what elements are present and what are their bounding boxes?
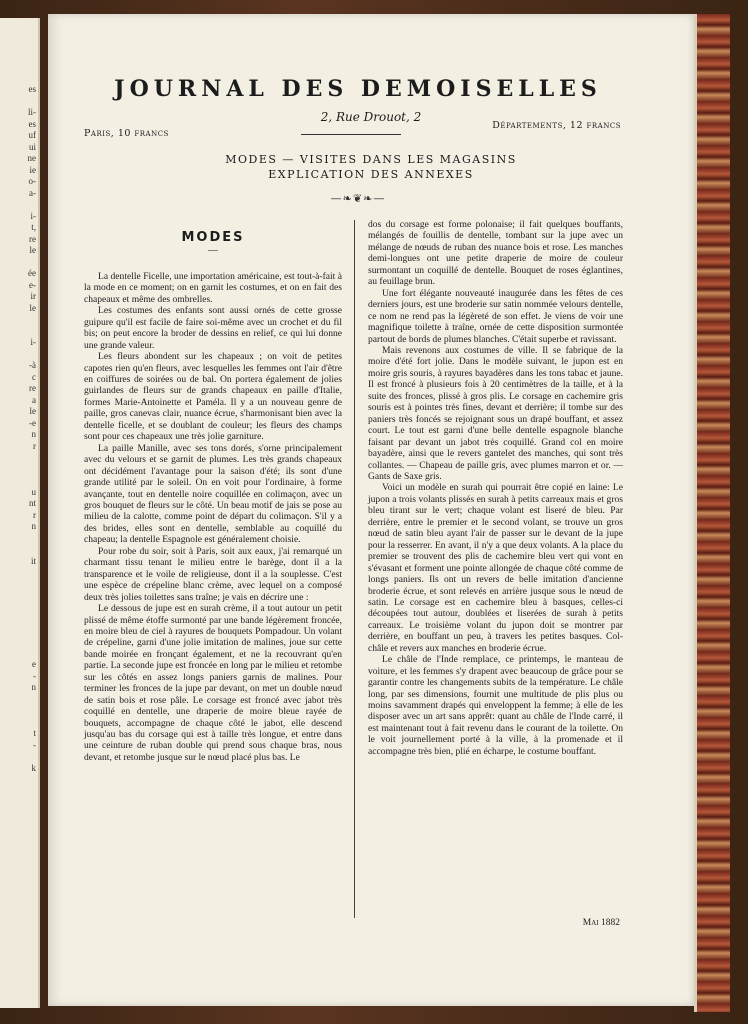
address: 2, Rue Drouot, 2 <box>320 110 422 124</box>
spine-fragment: k <box>31 762 36 773</box>
paragraph: La paille Manille, avec ses tons dorés, s'orne principalement avec du velours et se garnit de plumes. Les très grands chapeaux ont décidément l'avantage pour la saison d'été; ils sont d'une grande utilité par le soleil. On en voit pour l'ordinaire, à forme avançante, tout en dentelle noire coquillée en colimaçon, avec un gros bouquet de fleurs sur le côté. Un beau motif de jais se pose au milieu de la calotte, comme point de départ du colimaçon. S'il y a des brides, elles sont en dentelle, semblable au coquillé du chapeau; la dentelle Espagnole est généralement choisie. <box>84 442 342 546</box>
spine-fragment: t <box>33 728 36 738</box>
spine-fragment <box>0 464 38 476</box>
spine-fragment: -e <box>29 417 36 428</box>
spine-fragment: - <box>33 739 36 750</box>
spine-fragment: n <box>31 521 36 531</box>
spine-fragment: ui <box>28 141 36 152</box>
spine-fragment <box>0 579 38 591</box>
spine-fragment: nt <box>28 498 36 508</box>
spine-fragment: li- <box>28 107 36 117</box>
spine-fragment: e <box>32 659 36 669</box>
journal-page <box>48 14 694 1006</box>
paragraph: Pour robe du soir, soit à Paris, soit aux eaux, j'ai remarqué un charmant tissu tenant le milieu entre le barège, dont il a la transparence et le voile de religieuse, dont il a la souplesse. C'est une espèce de crépeline blanc crème, avec lequel on a composé deux très jolies toilettes sans traîne; je vais en décrire une : <box>84 545 342 603</box>
spine-fragment: le <box>29 406 36 416</box>
paragraph: Une fort élégante nouveauté inaugurée dans les fêtes de ces derniers jours, est une broderie sur satin nommée velours dentelle, ce nom ne rend pas la légèreté de son effet. Je viens de voir une magnifique toilette à traîne, ornée de cette disposition surmontée partout de bords de plumes blanches. C'était superbe et ravissant. <box>368 287 623 345</box>
adjacent-page-edge <box>0 18 40 1008</box>
spine-fragment <box>0 326 38 338</box>
spine-fragment: r <box>33 440 36 451</box>
spine-fragment: ie <box>29 164 36 175</box>
left-column <box>84 232 342 763</box>
spine-fragment: a <box>32 394 36 405</box>
spine-fragment: re <box>29 233 36 244</box>
spine-fragment: - <box>33 670 36 681</box>
spine-fragment <box>0 314 38 326</box>
spine-fragment: i- <box>30 337 36 347</box>
spine-fragment <box>0 590 38 602</box>
spine-fragment: i- <box>30 210 36 221</box>
masthead-title: JOURNAL DES DEMOISELLES <box>114 76 602 102</box>
spine-fragment: e- <box>29 279 36 290</box>
paragraph: Voici un modèle en surah qui pourrait être copié en laine: Le jupon a trois volants plissés en surah à petits carreaux mais et gros bleu tirant sur le vert; chaque volant est liseré de bleu. Par derrière, entre le premier et le second volant, se trouve un gros nœud de satin bleu ayant l'air de passer sur le devant de la jupe pour la resserrer. En avant, il n'y a que deux volants. A la place du premier se trouvent des plis de cachemire bleu vert qui vont en s'évasant et forment une pointe allongée de chaque côté comme de longs paniers. Ils ont un revers de belle imitation d'ancienne broderie écrue, et sont relevés en arrière jusque sous le nœud de satin. Le corsage est en cachemire bleu à basques, celles-ci découpées tout autour, doublées et liserées de surah à petits carreaux. Le troisième volant du jupon doit se montrer par derrière, en bouffant un peu, à travers les petites basques. Col-châle et revers aux manches en broderie écrue. <box>368 482 623 654</box>
spine-fragment <box>0 751 38 763</box>
spine-fragment <box>0 625 38 637</box>
spine-fragment <box>0 636 38 648</box>
spine-fragment <box>0 475 38 487</box>
spine-fragment <box>0 705 38 717</box>
spine-fragment: le <box>29 302 36 313</box>
column-divider <box>354 220 355 918</box>
section-title-dash: — <box>208 245 218 257</box>
spine-fragment <box>0 717 38 729</box>
headline-line-2: EXPLICATION DES ANNEXES <box>268 168 474 181</box>
paragraph: dos du corsage est forme polonaise; il fait quelques bouffants, mélangés de fouillis de dentelle, tombant sur la jupe avec un mélange de nœuds de ruban des nuance bois et rose. Les manches demi-longues ont une petite draperie de moire de couleur surmontant un coquillé de dentelle. Bouquet de roses églantines, au feuillage brun. <box>368 219 623 288</box>
header-rule <box>301 134 401 135</box>
spine-fragment <box>0 544 38 556</box>
price-paris: Paris, 10 francs <box>84 128 169 139</box>
spine-fragment <box>0 602 38 614</box>
spine-fragment: t, <box>31 222 36 232</box>
spine-fragment: c <box>32 371 36 382</box>
marbled-page-edge <box>694 14 730 1012</box>
paragraph: Mais revenons aux costumes de ville. Il se fabrique de la moire d'été fort jolie. Dans le modèle suivant, le jupon est en moire gris souris, à rayures bayadères dans les tons tabac et jaune. Il est froncé à plusieurs fois à 20 centimètres de la taille, et à la suite des fronces, plissé à gros plis. Le corsage en cachemire gris souris est à pointes très fines, devant et derrière; il tombe sur des paniers très foncés se rejoignant sous un drapé bouffant, et assez court. Le tout est garni d'une belle dentelle espagnole blanche faisant par devant un jabot très coquillé. Grand col en moire bayadère, ainsi que le revers gantelet des manches, qui sont très collantes. — Chapeau de paille gris, avec plumes marron et or. — Gants de Saxe gris. <box>368 344 623 482</box>
spine-fragment: n <box>31 682 36 692</box>
spine-fragment: es <box>28 118 36 129</box>
spine-fragment: a- <box>29 187 36 198</box>
paragraph: Les costumes des enfants sont aussi ornés de cette grosse guipure qu'il est facile de faire soi-même avec un crochet et du fil bis; on peut encore la broder de dessins en relief, ce qui lui donne une grande valeur. <box>84 305 342 351</box>
section-title: MODES <box>181 230 245 245</box>
spine-fragment: le <box>29 245 36 255</box>
ornament-divider: —❧❦❧— <box>330 192 386 205</box>
headline <box>48 152 694 182</box>
spine-fragment: uf <box>28 130 36 140</box>
spine-fragment <box>0 199 38 211</box>
spine-fragment: re <box>29 383 36 393</box>
spine-fragment <box>0 257 38 269</box>
spine-fragment: es <box>28 84 36 94</box>
spine-fragment <box>0 349 38 361</box>
spine-fragment: it <box>30 555 36 566</box>
spine-fragment: r <box>33 509 36 520</box>
spine-fragment <box>0 613 38 625</box>
spine-fragment: o- <box>28 176 36 186</box>
spine-fragment <box>0 96 38 108</box>
spine-fragment <box>0 567 38 579</box>
spine-fragment: u <box>31 486 36 497</box>
spine-fragment <box>0 694 38 706</box>
spine-fragment <box>0 533 38 545</box>
headline-line-1: MODES — VISITES DANS LES MAGASINS <box>225 153 517 166</box>
spine-fragment: ir <box>30 291 36 301</box>
spine-fragment: ne <box>27 153 36 163</box>
paragraph: La dentelle Ficelle, une importation américaine, est tout-à-fait à la mode en ce moment; on en garnit les costumes, et on en fait des chapeaux et même des ombrelles. <box>84 270 342 305</box>
price-departements: Départements, 12 francs <box>492 120 621 131</box>
paragraph: Les fleurs abondent sur les chapeaux ; on voit de petites capotes rien qu'en fleurs, avec lesquelles les femmes ont l'air d'être en coiffures de soirées ou de bal. On portera également de jolies guirlandes de fleurs sur de grands chapeaux en paille d'Italie, formes Marie-Antoinette et Paméla. Il y a un nouveau genre de paille, gros canevas clair, nuance écrue, s'harmonisant bien avec la dentelle ficelle, et se doublant de couleur; les fleurs des champs sont pour ces chapeaux une très jolie garniture. <box>84 351 342 443</box>
issue-date: Mai 1882 <box>582 918 620 928</box>
right-column <box>368 219 623 757</box>
spine-fragment: n <box>31 429 36 439</box>
spine-fragment <box>0 452 38 464</box>
spine-fragment: -à <box>29 360 36 370</box>
spine-fragment: ée <box>28 268 36 278</box>
paragraph: Le châle de l'Inde remplace, ce printemps, le manteau de voiture, et les femmes s'y drapent avec beaucoup de grâce pour se garantir contre les changements subits de la température. Le châle long, par ses dimensions, fournit une multitude de plis plus ou moins savamment drapés qui enveloppent la femme; à elle de les disposer avec un art sans apprêt: quant au châle de l'Inde carré, il est maintenant tout à fait revenu dans le courant de la toilette. On le voit journellement porté à la ville, à la promenade et il accompagne très bien, plié en écharpe, le costume bouffant. <box>368 654 623 757</box>
spine-fragment <box>0 648 38 660</box>
paragraph: Le dessous de jupe est en surah crème, il a tout autour un petit plissé de même étoffe surmonté par une bande légèrement froncée, en moire bleu de ciel à rayures de bouquets Pompadour. Un volant de crépeline, garni d'une jolie imitation de malines, joue sur cette bande moirée en fronçant également, et ne la recouvrant qu'en partie. La seconde jupe est froncée en long par le milieu et retombe sur les côtés en assez longs paniers garnis de malines. Pour terminer les fronces de la jupe par devant, on met un double nœud de satin bois et rose pâle. Le corsage est froncé avec jabot très coquillé en dentelle, une draperie de moire bleue rayée de bouquets, accompagne de chaque côté le jabot, elle descend jusqu'au bas du corsage qui est à taille très longue, et entre dans une ceinture de ruban double qui prend sous chaque bras, nous devant, et retombe jusque sur le nœud placé plus bas. Le <box>84 603 342 763</box>
